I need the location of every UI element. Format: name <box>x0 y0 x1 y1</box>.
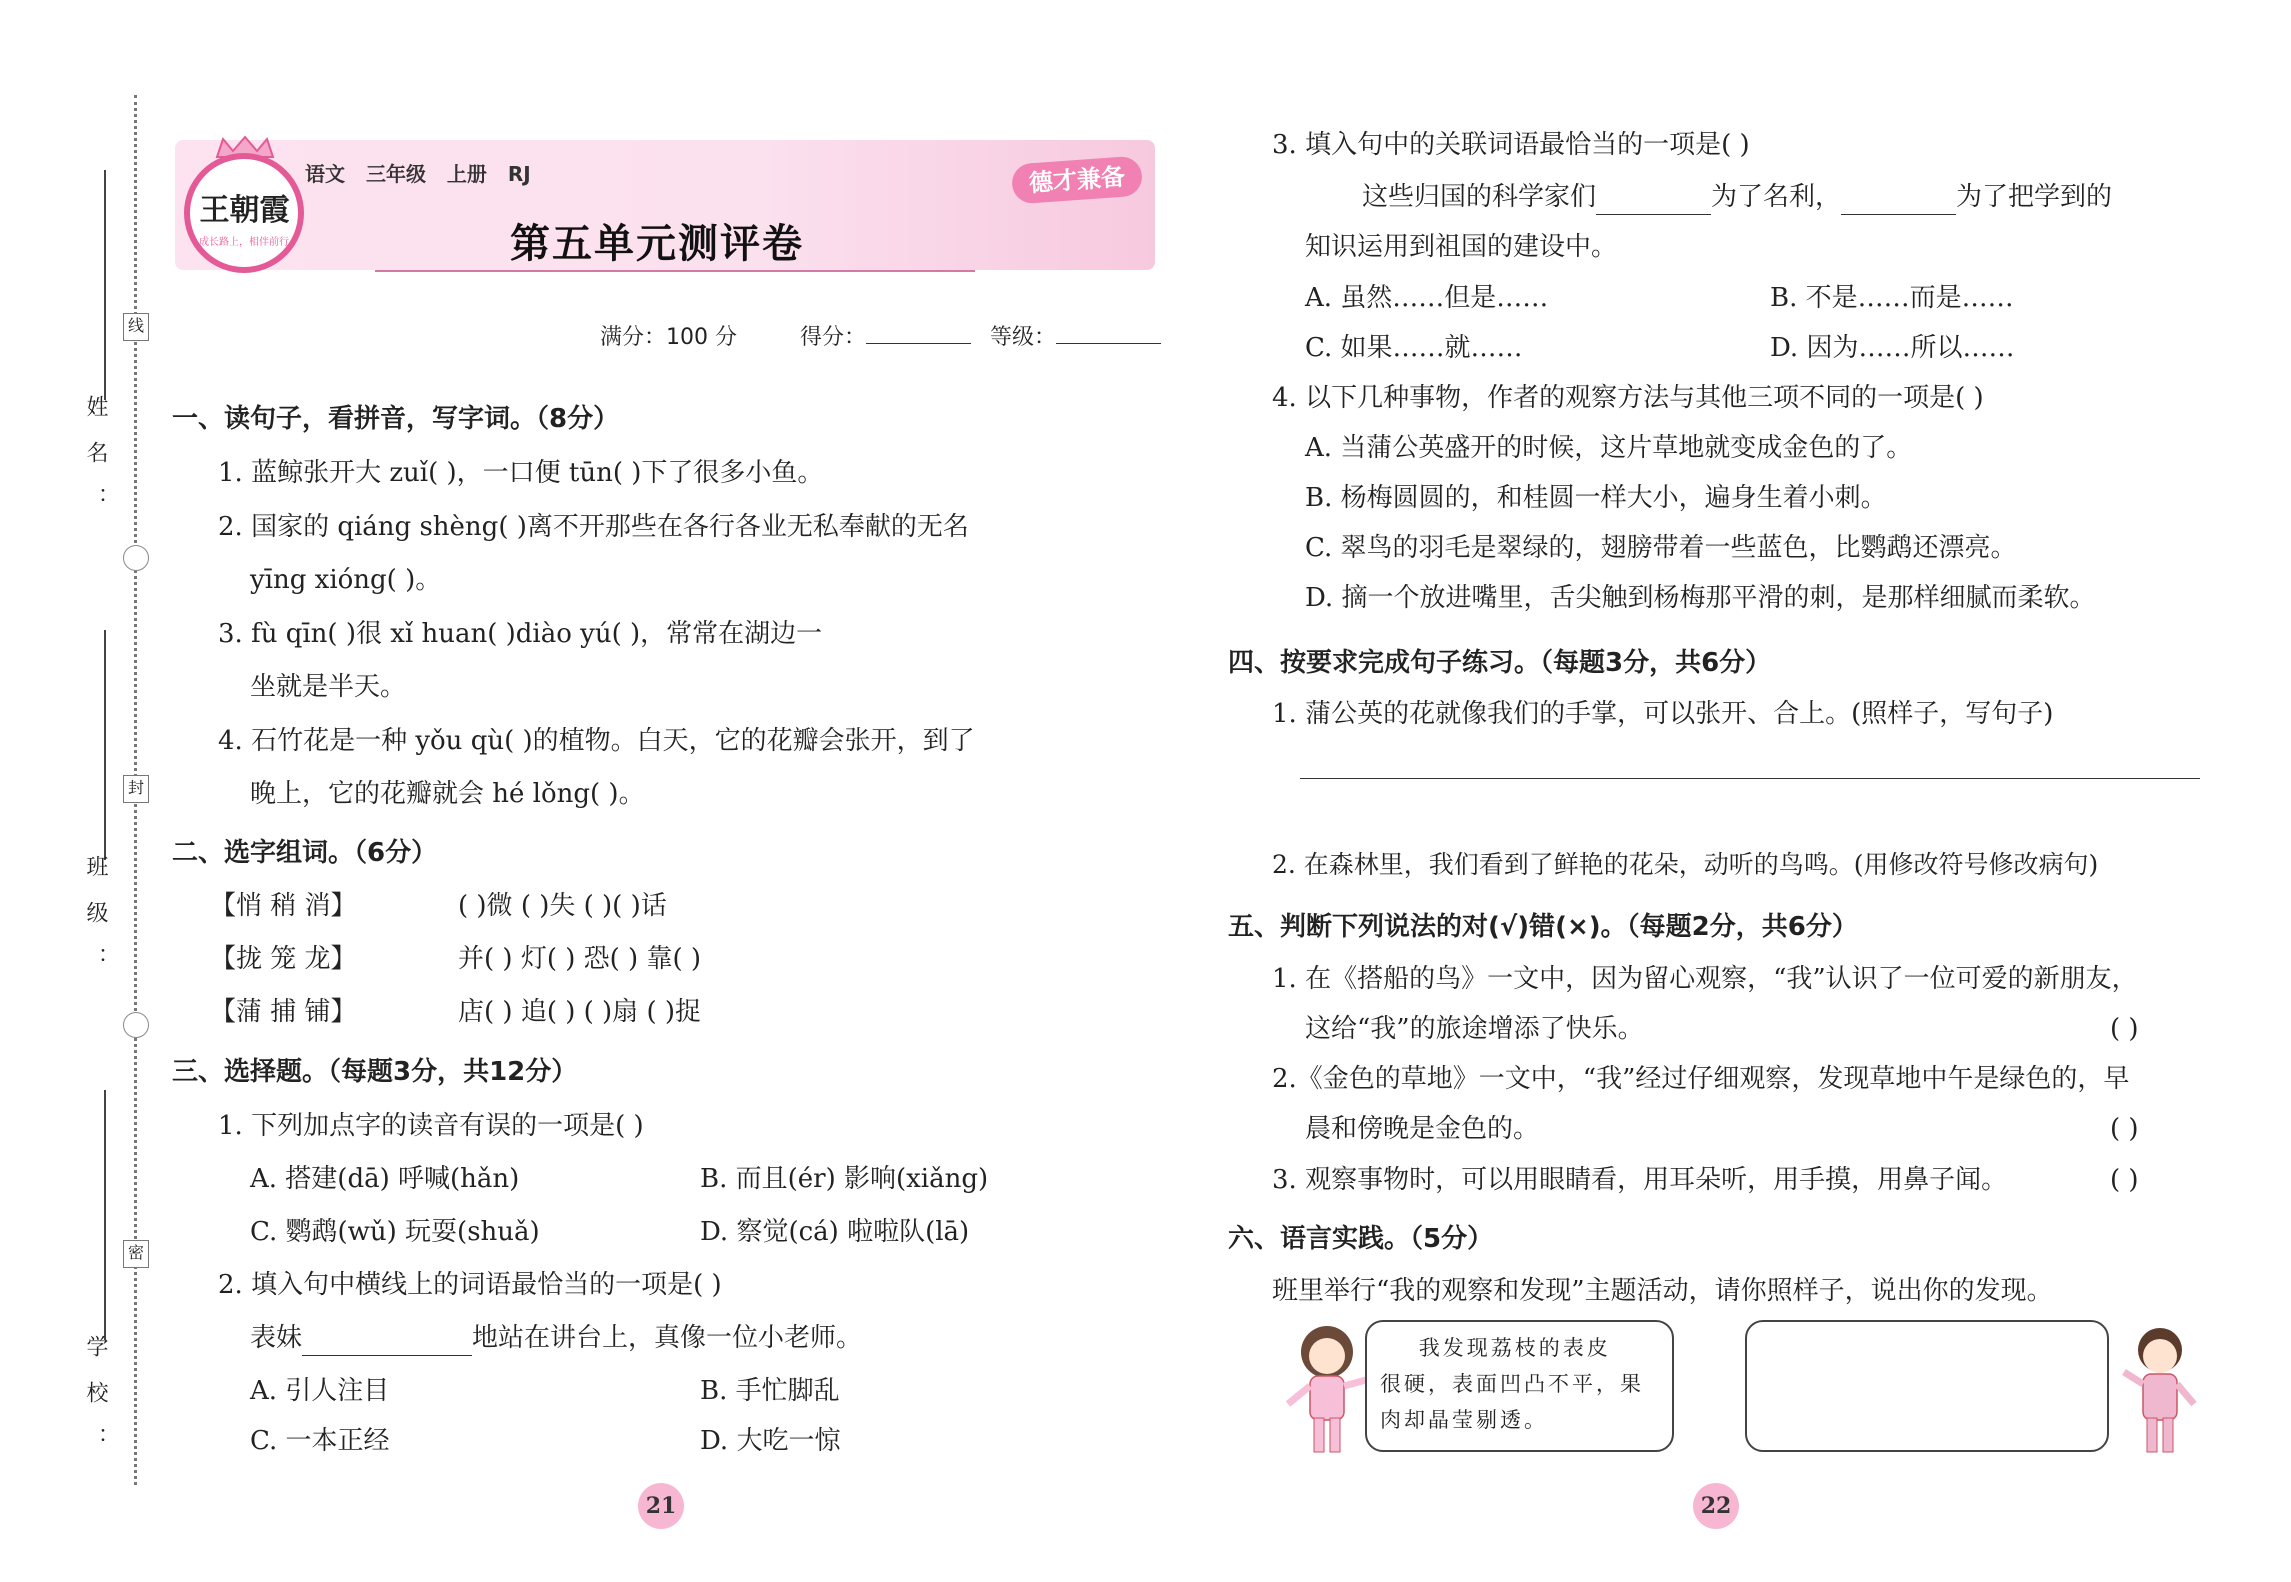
example-bubble-text: 我发现荔枝的表皮 很硬，表面凹凸不平，果 肉却晶莹剔透。 <box>1380 1336 1644 1432</box>
motto-badge: 德才兼备 <box>1011 156 1143 205</box>
name-field-line[interactable] <box>104 170 106 400</box>
answer-speech-bubble[interactable] <box>1745 1320 2109 1452</box>
section-2-title: 二、选字组词。（6分） <box>172 838 438 868</box>
s1-question-2a[interactable]: 2. 国家的 qiáng shèng( )离不开那些在各行各业无私奉献的无名 <box>218 512 969 542</box>
s3-q3-option-b[interactable]: B. 不是……而是…… <box>1770 283 2014 313</box>
s3-q1-option-b[interactable]: B. 而且(ér) 影响(xiǎng) <box>700 1164 989 1194</box>
s3-q3-blank-1[interactable] <box>1596 180 1711 215</box>
s5-question-1b: 这给“我”的旅途增添了快乐。 <box>1305 1014 1644 1044</box>
s3-q4-option-d[interactable]: D. 摘一个放进嘴里，舌尖触到杨梅那平滑的刺，是那样细腻而柔软。 <box>1305 583 2096 613</box>
s2-row-3[interactable]: 店( ) 追( ) ( )扇 ( )捉 <box>458 997 702 1027</box>
s3-q2-option-b[interactable]: B. 手忙脚乱 <box>700 1376 840 1406</box>
s4-question-1: 1. 蒲公英的花就像我们的手掌，可以张开、合上。(照样子，写句子) <box>1272 699 2054 729</box>
seal-box-secret: 密 <box>123 1240 149 1268</box>
s3-q3-sentence <box>1362 180 2112 215</box>
s1-question-1[interactable]: 1. 蓝鲸张开大 zuǐ( )，一口便 tūn( )下了很多小鱼。 <box>218 458 824 488</box>
s4-q1-answer-line[interactable] <box>1300 778 2200 779</box>
s2-row-2[interactable]: 并( ) 灯( ) 恐( ) 靠( ) <box>458 944 702 974</box>
s6-intro: 班里举行“我的观察和发现”主题活动，请你照样子，说出你的发现。 <box>1272 1276 2053 1306</box>
s3-q1-option-a[interactable]: A. 搭建(dā) 呼喊(hǎn) <box>250 1164 520 1194</box>
full-score: 满分：100 分 <box>600 325 737 350</box>
brand-logo <box>170 135 320 280</box>
s3-q1-option-c[interactable]: C. 鹦鹉(wǔ) 玩耍(shuǎ) <box>250 1217 540 1247</box>
s3-q3-sentence-c: 为了把学到的 <box>1956 182 2113 212</box>
s3-q2-option-d[interactable]: D. 大吃一惊 <box>700 1426 841 1456</box>
s3-q2-sentence <box>250 1321 862 1356</box>
section-5-title: 五、判断下列说法的对(√)错(×)。（每题2分，共6分） <box>1228 912 1858 942</box>
s2-row-2-key: 【拢 笼 龙】 <box>210 944 357 974</box>
section-4-title: 四、按要求完成句子练习。（每题3分，共6分） <box>1228 648 1772 678</box>
s3-q2-blank[interactable] <box>302 1321 472 1356</box>
s1-question-2b[interactable]: yīng xióng( )。 <box>250 565 442 595</box>
s3-q3-option-d[interactable]: D. 因为……所以…… <box>1770 333 2015 363</box>
s2-row-1-key: 【悄 稍 消】 <box>210 891 357 921</box>
s3-q3-sentence-d: 知识运用到祖国的建设中。 <box>1305 232 1618 262</box>
school-label: 学校： <box>83 1335 108 1473</box>
grade-blank[interactable] <box>1056 342 1161 344</box>
course-meta: 语文 三年级 上册 RJ <box>305 162 531 186</box>
s3-q2-option-c[interactable]: C. 一本正经 <box>250 1426 390 1456</box>
s5-question-3: 3. 观察事物时，可以用眼睛看，用耳朵听，用手摸，用鼻子闻。 <box>1272 1165 2008 1195</box>
s3-q4-option-b[interactable]: B. 杨梅圆圆的，和桂圆一样大小，遍身生着小刺。 <box>1305 483 1887 513</box>
name-label: 姓名： <box>83 395 108 533</box>
section-6-title: 六、语言实践。（5分） <box>1228 1224 1494 1254</box>
page-number-left: 21 <box>638 1483 684 1529</box>
section-3-title: 三、选择题。（每题3分，共12分） <box>172 1057 578 1087</box>
s3-q4-option-a[interactable]: A. 当蒲公英盛开的时候，这片草地就变成金色的了。 <box>1305 433 1913 463</box>
score-field[interactable] <box>800 320 971 351</box>
boy-illustration-icon <box>2110 1320 2210 1460</box>
s3-q3-sentence-a: 这些归国的科学家们 <box>1362 182 1597 212</box>
page-number-right: 22 <box>1693 1483 1739 1529</box>
s3-q1-option-d[interactable]: D. 察觉(cá) 啦啦队(lā) <box>700 1217 970 1247</box>
s5-q1-answer-paren[interactable]: ( ) <box>2110 1014 2139 1044</box>
seal-box-line: 线 <box>123 313 149 341</box>
s1-question-3b: 坐就是半天。 <box>250 672 407 702</box>
page-title: 第五单元测评卷 <box>510 221 804 267</box>
binding-hole-icon <box>123 545 149 571</box>
brand-name: 王朝霞 <box>199 193 290 228</box>
s4-question-2[interactable]: 2. 在森林里，我们看到了鲜艳的花朵，动听的鸟鸣。(用修改符号修改病句) <box>1272 850 2099 879</box>
s5-question-2a: 2.《金色的草地》一文中，“我”经过仔细观察，发现草地中午是绿色的，早 <box>1272 1064 2130 1094</box>
grade-field[interactable] <box>990 320 1161 351</box>
class-label: 班级： <box>83 855 108 993</box>
s3-question-2[interactable]: 2. 填入句中横线上的词语最恰当的一项是( ) <box>218 1270 722 1300</box>
class-field-line[interactable] <box>104 630 106 860</box>
school-field-line[interactable] <box>104 1090 106 1340</box>
grade-label: 等级： <box>990 325 1057 350</box>
binding-hole-icon <box>123 1012 149 1038</box>
s3-q3-sentence-b: 为了名利， <box>1711 182 1842 212</box>
s3-q4-option-c[interactable]: C. 翠鸟的羽毛是翠绿的，翅膀带着一些蓝色，比鹦鹉还漂亮。 <box>1305 533 2017 563</box>
s3-q3-option-c[interactable]: C. 如果……就…… <box>1305 333 1523 363</box>
s3-q3-blank-2[interactable] <box>1841 180 1956 215</box>
s5-question-1a: 1. 在《搭船的鸟》一文中，因为留心观察，“我”认识了一位可爱的新朋友， <box>1272 964 2138 994</box>
score-label: 得分： <box>800 325 867 350</box>
brand-slogan: 成长路上，相伴前行 <box>199 237 289 248</box>
s3-question-3[interactable]: 3. 填入句中的关联词语最恰当的一项是( ) <box>1272 130 1750 160</box>
s5-q3-answer-paren[interactable]: ( ) <box>2110 1165 2139 1195</box>
s5-question-2b: 晨和傍晚是金色的。 <box>1305 1114 1540 1144</box>
s1-question-4b[interactable]: 晚上，它的花瓣就会 hé lǒng( )。 <box>250 779 645 809</box>
s3-question-1[interactable]: 1. 下列加点字的读音有误的一项是( ) <box>218 1111 644 1141</box>
s1-question-4a[interactable]: 4. 石竹花是一种 yǒu qù( )的植物。白天，它的花瓣会张开，到了 <box>218 726 975 756</box>
s2-row-3-key: 【蒲 捕 铺】 <box>210 997 357 1027</box>
s1-question-3a[interactable]: 3. fù qīn( )很 xǐ huan( )diào yú( )，常常在湖边一 <box>218 619 823 649</box>
s3-question-4[interactable]: 4. 以下几种事物，作者的观察方法与其他三项不同的一项是( ) <box>1272 383 1984 413</box>
s5-q2-answer-paren[interactable]: ( ) <box>2110 1114 2139 1144</box>
score-blank[interactable] <box>866 342 971 344</box>
binding-strip <box>0 0 150 1582</box>
s3-q2-option-a[interactable]: A. 引人注目 <box>250 1376 390 1406</box>
s3-q2-sentence-end: 地站在讲台上，真像一位小老师。 <box>472 1323 863 1353</box>
s3-q3-option-a[interactable]: A. 虽然……但是…… <box>1305 283 1549 313</box>
s3-q2-sentence-start: 表妹 <box>250 1323 303 1353</box>
seal-box-seal: 封 <box>123 775 149 803</box>
s2-row-1[interactable]: ( )微 ( )失 ( )( )话 <box>458 891 667 921</box>
section-1-title: 一、读句子，看拼音，写字词。（8分） <box>172 404 620 434</box>
